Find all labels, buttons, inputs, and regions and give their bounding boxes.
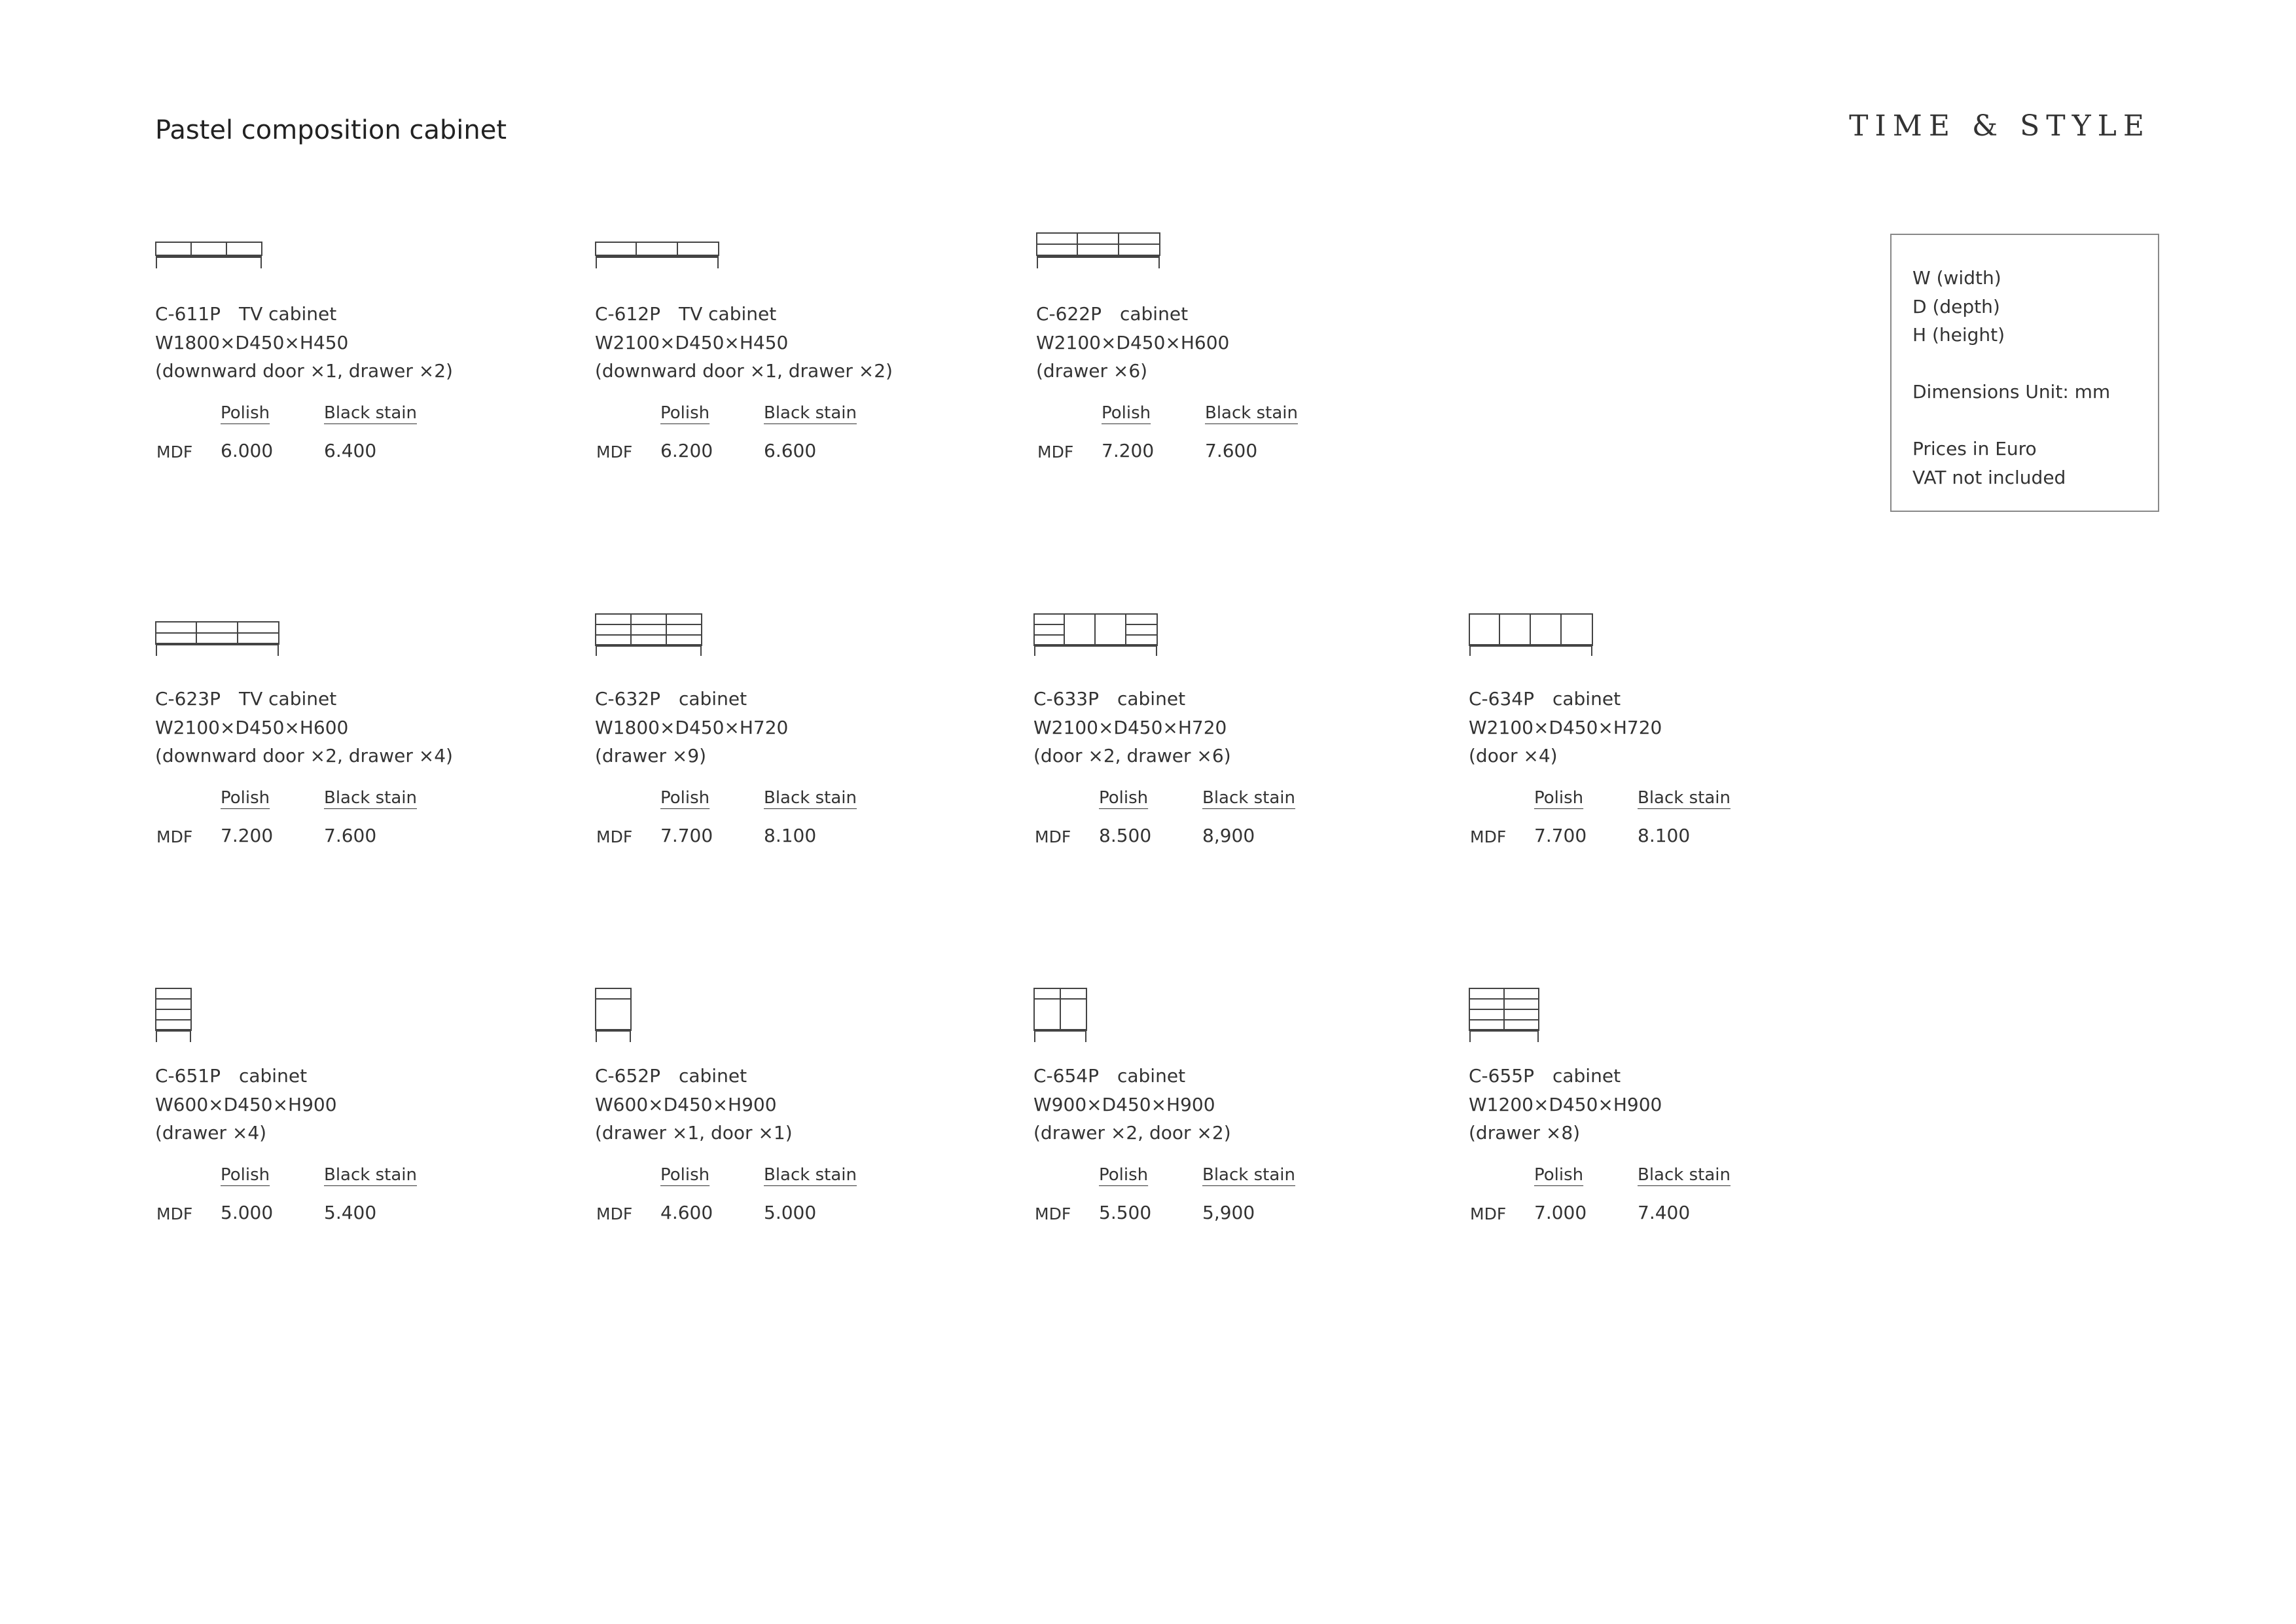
price-black-stain: 5.000 <box>764 1202 817 1223</box>
header-polish: Polish <box>1534 788 1584 808</box>
header-polish: Polish <box>1099 788 1149 808</box>
material-label: MDF <box>596 1204 633 1223</box>
product-type: cabinet <box>1117 688 1186 710</box>
product-dimensions: W2100×D450×H720 <box>1469 716 1662 738</box>
cabinet-drawing-icon <box>155 987 194 1046</box>
product-dimensions: W1800×D450×H720 <box>595 716 789 738</box>
price-polish: 6.200 <box>660 440 713 461</box>
material-label: MDF <box>156 442 193 461</box>
price-black-stain: 6.400 <box>324 440 377 461</box>
cabinet-drawing-icon <box>1033 613 1161 659</box>
product-type: TV cabinet <box>678 303 777 325</box>
price-black-stain: 8.100 <box>764 825 817 846</box>
header-polish: Polish <box>1534 1165 1584 1185</box>
product-dimensions: W2100×D450×H600 <box>1036 331 1230 353</box>
legend-height: H (height) <box>1912 324 2005 346</box>
material-label: MDF <box>156 1204 193 1223</box>
header-black-stain: Black stain <box>764 1165 857 1185</box>
legend-box <box>1890 234 2159 512</box>
brand-logo: TIME & STYLE <box>1849 109 2151 143</box>
cabinet-drawing-icon <box>1469 613 1596 659</box>
product-code: C-655P <box>1469 1065 1534 1087</box>
product-dimensions: W1200×D450×H900 <box>1469 1093 1662 1115</box>
product-dimensions: W2100×D450×H600 <box>155 716 349 738</box>
product-description: (drawer ×2, door ×2) <box>1033 1122 1231 1144</box>
cabinet-drawing-icon <box>595 987 634 1046</box>
header-black-stain: Black stain <box>324 1165 417 1185</box>
cabinet-drawing-icon <box>595 241 723 272</box>
product-code: C-622P <box>1036 303 1102 325</box>
header-polish: Polish <box>660 788 710 808</box>
product-code: C-612P <box>595 303 660 325</box>
header-polish: Polish <box>221 403 270 423</box>
product-type: cabinet <box>678 1065 747 1087</box>
product-code: C-633P <box>1033 688 1099 710</box>
material-label: MDF <box>596 827 633 846</box>
price-black-stain: 7.600 <box>324 825 377 846</box>
price-polish: 5.500 <box>1099 1202 1152 1223</box>
product-description: (drawer ×9) <box>595 745 707 767</box>
material-label: MDF <box>1470 1204 1507 1223</box>
cabinet-drawing-icon <box>155 621 283 660</box>
product-description: (drawer ×8) <box>1469 1122 1581 1144</box>
header-black-stain: Black stain <box>1205 403 1298 423</box>
header-black-stain: Black stain <box>1202 1165 1295 1185</box>
price-black-stain: 8,900 <box>1202 825 1255 846</box>
product-type: cabinet <box>1552 688 1621 710</box>
header-polish: Polish <box>1102 403 1151 423</box>
product-description: (downward door ×1, drawer ×2) <box>155 360 453 382</box>
product-description: (downward door ×1, drawer ×2) <box>595 360 893 382</box>
product-type: cabinet <box>1552 1065 1621 1087</box>
price-polish: 7.000 <box>1534 1202 1587 1223</box>
price-polish: 7.200 <box>221 825 274 846</box>
material-label: MDF <box>1470 827 1507 846</box>
product-dimensions: W1800×D450×H450 <box>155 331 349 353</box>
product-code: C-623P <box>155 688 221 710</box>
price-polish: 7.700 <box>660 825 713 846</box>
product-code: C-632P <box>595 688 660 710</box>
product-type: cabinet <box>1119 303 1189 325</box>
price-black-stain: 5,900 <box>1202 1202 1255 1223</box>
price-black-stain: 5.400 <box>324 1202 377 1223</box>
price-polish: 5.000 <box>221 1202 274 1223</box>
header-polish: Polish <box>1099 1165 1149 1185</box>
legend-depth: D (depth) <box>1912 295 2000 317</box>
header-polish: Polish <box>660 403 710 423</box>
product-code: C-651P <box>155 1065 221 1087</box>
product-dimensions: W600×D450×H900 <box>155 1093 337 1115</box>
price-black-stain: 7.600 <box>1205 440 1258 461</box>
price-polish: 6.000 <box>221 440 274 461</box>
header-black-stain: Black stain <box>1638 788 1731 808</box>
cabinet-drawing-icon <box>1036 232 1164 263</box>
legend-currency: Prices in Euro <box>1912 438 2037 460</box>
product-code: C-654P <box>1033 1065 1099 1087</box>
price-polish: 7.700 <box>1534 825 1587 846</box>
material-label: MDF <box>1035 1204 1071 1223</box>
product-dimensions: W900×D450×H900 <box>1033 1093 1215 1115</box>
header-polish: Polish <box>660 1165 710 1185</box>
product-description: (drawer ×4) <box>155 1122 267 1144</box>
legend-units: Dimensions Unit: mm <box>1912 381 2111 403</box>
header-polish: Polish <box>221 1165 270 1185</box>
material-label: MDF <box>1037 442 1074 461</box>
product-description: (drawer ×1, door ×1) <box>595 1122 793 1144</box>
price-black-stain: 7.400 <box>1638 1202 1691 1223</box>
price-polish: 8.500 <box>1099 825 1152 846</box>
product-dimensions: W2100×D450×H720 <box>1033 716 1227 738</box>
product-description: (door ×4) <box>1469 745 1558 767</box>
material-label: MDF <box>596 442 633 461</box>
product-dimensions: W600×D450×H900 <box>595 1093 777 1115</box>
product-dimensions: W2100×D450×H450 <box>595 331 789 353</box>
product-code: C-634P <box>1469 688 1534 710</box>
cabinet-drawing-icon <box>1469 987 1542 1046</box>
cabinet-drawing-icon <box>1033 987 1089 1046</box>
legend-vat: VAT not included <box>1912 466 2066 488</box>
product-type: cabinet <box>1117 1065 1186 1087</box>
price-black-stain: 6.600 <box>764 440 817 461</box>
legend-width: W (width) <box>1912 267 2001 289</box>
cabinet-drawing-icon <box>155 241 266 272</box>
product-code: C-652P <box>595 1065 660 1087</box>
header-black-stain: Black stain <box>764 403 857 423</box>
price-black-stain: 8.100 <box>1638 825 1691 846</box>
cabinet-drawing-icon <box>595 613 706 652</box>
header-black-stain: Black stain <box>1638 1165 1731 1185</box>
product-description: (door ×2, drawer ×6) <box>1033 745 1231 767</box>
material-label: MDF <box>156 827 193 846</box>
product-code: C-611P <box>155 303 221 325</box>
header-black-stain: Black stain <box>324 403 417 423</box>
page-title: Pastel composition cabinet <box>155 115 507 145</box>
header-black-stain: Black stain <box>1202 788 1295 808</box>
header-black-stain: Black stain <box>764 788 857 808</box>
product-type: TV cabinet <box>238 688 337 710</box>
header-black-stain: Black stain <box>324 788 417 808</box>
material-label: MDF <box>1035 827 1071 846</box>
price-polish: 7.200 <box>1102 440 1155 461</box>
price-polish: 4.600 <box>660 1202 713 1223</box>
product-type: cabinet <box>238 1065 308 1087</box>
header-polish: Polish <box>221 788 270 808</box>
product-type: cabinet <box>678 688 747 710</box>
product-description: (downward door ×2, drawer ×4) <box>155 745 453 767</box>
product-type: TV cabinet <box>238 303 337 325</box>
product-description: (drawer ×6) <box>1036 360 1148 382</box>
